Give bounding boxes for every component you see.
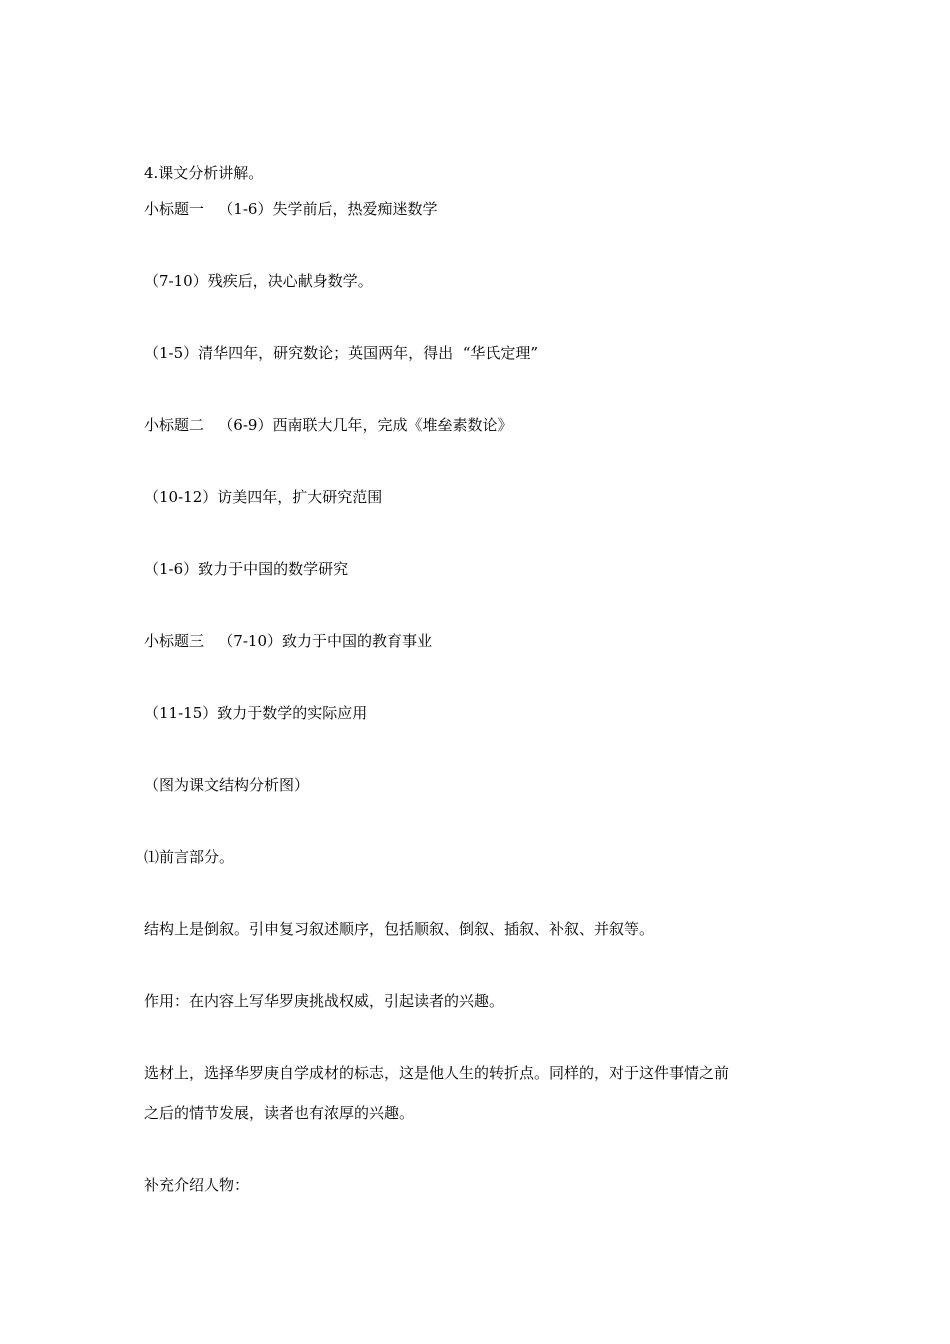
outline-line-1: 小标题一 （1-6）失学前后，热爱痴迷数学 — [144, 200, 438, 218]
section-heading: 4.课文分析讲解。 — [144, 164, 264, 182]
paragraph-material-line-1: 选材上，选择华罗庚自学成材的标志，这是他人生的转折点。同样的，对于这件事情之前 — [144, 1064, 730, 1082]
outline-line-2: （7-10）残疾后，决心献身数学。 — [144, 272, 373, 290]
subsection-heading: ⑴前言部分。 — [144, 848, 235, 866]
paragraph-material-line-2: 之后的情节发展，读者也有浓厚的兴趣。 — [144, 1104, 415, 1122]
paragraph-function: 作用：在内容上写华罗庚挑战权威，引起读者的兴趣。 — [144, 992, 505, 1010]
outline-line-3: （1-5）清华四年，研究数论；英国两年，得出 “华氏定理” — [144, 344, 539, 362]
paragraph-structure: 结构上是倒叙。引申复习叙述顺序，包括顺叙、倒叙、插叙、补叙、并叙等。 — [144, 920, 655, 938]
outline-line-5: （10-12）访美四年，扩大研究范围 — [144, 488, 383, 506]
outline-line-8: （11-15）致力于数学的实际应用 — [144, 704, 368, 722]
figure-caption: （图为课文结构分析图） — [144, 776, 310, 794]
outline-line-6: （1-6）致力于中国的数学研究 — [144, 560, 349, 578]
paragraph-character-intro: 补充介绍人物： — [144, 1176, 250, 1194]
outline-line-4: 小标题二 （6-9）西南联大几年，完成《堆垒素数论》 — [144, 416, 513, 434]
outline-line-7: 小标题三 （7-10）致力于中国的教育事业 — [144, 632, 433, 650]
